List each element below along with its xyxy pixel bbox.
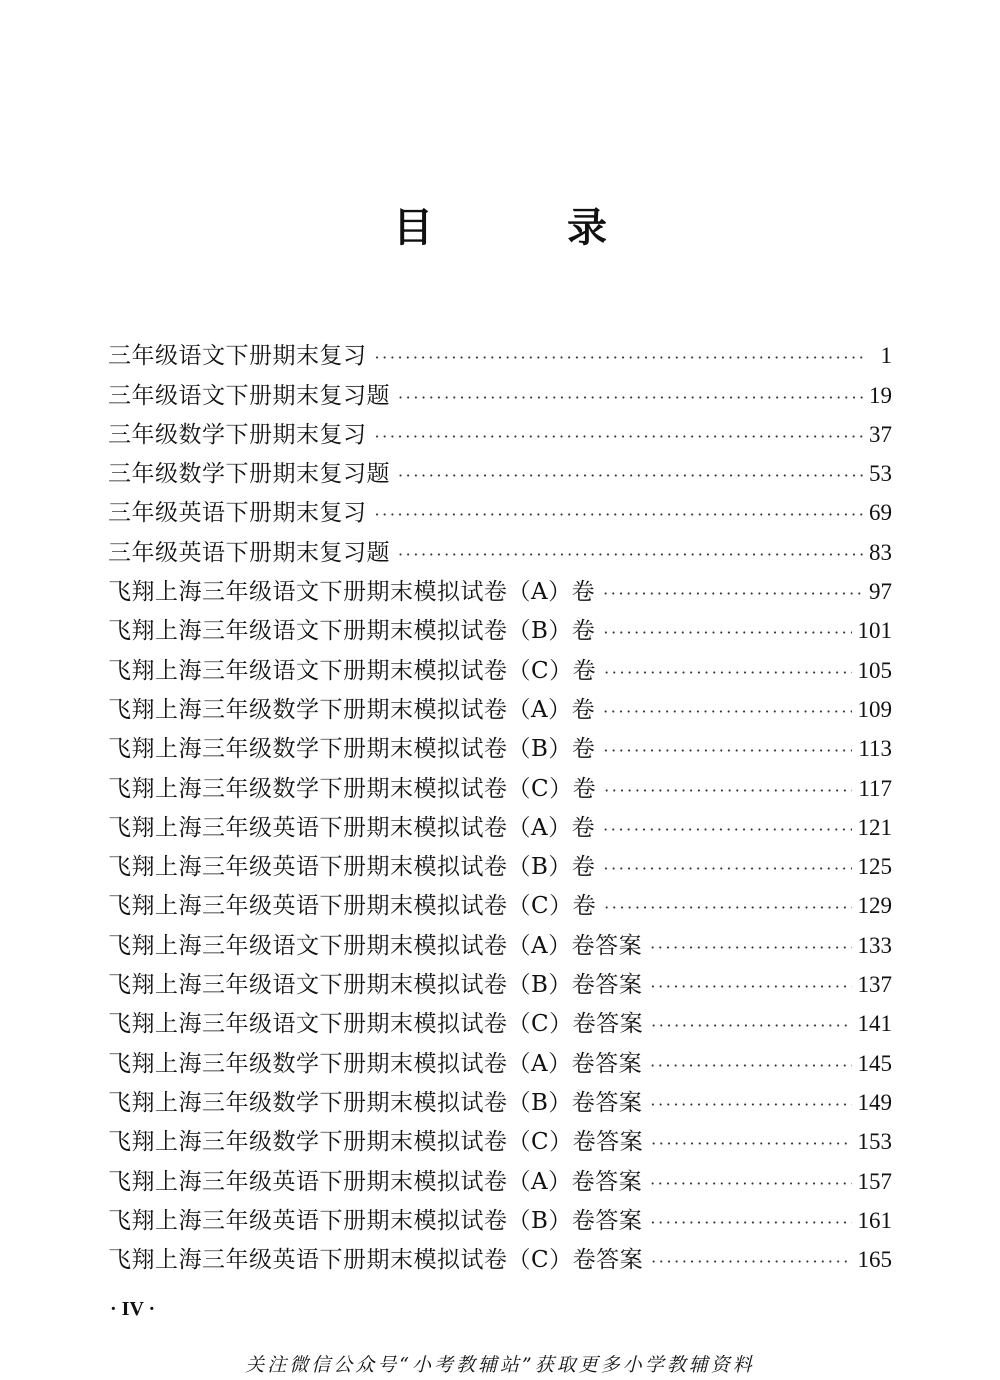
toc-entry-title: 飞翔上海三年级英语下册期末模拟试卷（C）卷答案 bbox=[108, 1247, 644, 1274]
toc-entry-title: 飞翔上海三年级数学下册期末模拟试卷（C）卷 bbox=[108, 775, 597, 802]
toc-entry-page: 137 bbox=[857, 972, 892, 998]
toc-entry[interactable] bbox=[108, 646, 892, 685]
dot-leader bbox=[650, 1210, 851, 1236]
dot-leader bbox=[603, 738, 852, 764]
dot-leader bbox=[650, 1092, 851, 1118]
dot-leader bbox=[650, 1053, 851, 1079]
toc-entry[interactable] bbox=[108, 607, 892, 646]
toc-entry[interactable] bbox=[108, 961, 892, 1000]
dot-leader bbox=[604, 895, 851, 921]
toc-entry[interactable] bbox=[108, 489, 892, 528]
dot-leader bbox=[375, 424, 864, 450]
toc-entry[interactable] bbox=[108, 764, 892, 803]
toc-entry-page: 1 bbox=[880, 343, 892, 369]
toc-entry-page: 105 bbox=[857, 657, 892, 683]
page-title: 目 录 bbox=[393, 205, 667, 251]
toc-entry[interactable] bbox=[108, 1039, 892, 1078]
dot-leader bbox=[603, 581, 863, 607]
toc-entry-title: 飞翔上海三年级数学下册期末模拟试卷（B）卷 bbox=[108, 736, 596, 763]
toc-entry-title: 飞翔上海三年级语文下册期末模拟试卷（C）卷 bbox=[108, 657, 597, 684]
toc-entry-page: 133 bbox=[857, 932, 892, 958]
toc-entry[interactable] bbox=[108, 1118, 892, 1157]
dot-leader bbox=[604, 778, 852, 804]
toc-entry-page: 69 bbox=[869, 500, 892, 526]
toc-entry-page: 121 bbox=[857, 814, 892, 840]
toc-entry-page: 153 bbox=[857, 1129, 892, 1155]
toc-entry-title: 飞翔上海三年级英语下册期末模拟试卷（C）卷 bbox=[108, 893, 597, 920]
dot-leader bbox=[398, 385, 863, 411]
toc-entry-page: 141 bbox=[857, 1011, 892, 1037]
toc-entry-page: 129 bbox=[857, 893, 892, 919]
toc-entry[interactable] bbox=[108, 1197, 892, 1236]
toc-entry-title: 飞翔上海三年级数学下册期末模拟试卷（A）卷答案 bbox=[108, 1050, 643, 1077]
dot-leader bbox=[651, 1013, 851, 1039]
toc-entry-title: 飞翔上海三年级英语下册期末模拟试卷（A）卷 bbox=[108, 814, 596, 841]
toc-entry[interactable] bbox=[108, 450, 892, 489]
toc-entry[interactable] bbox=[108, 1157, 892, 1196]
toc-entry-title: 飞翔上海三年级语文下册期末模拟试卷（B）卷答案 bbox=[108, 972, 643, 999]
toc-entry[interactable] bbox=[108, 332, 892, 371]
toc-entry-page: 19 bbox=[869, 382, 892, 408]
dot-leader bbox=[650, 935, 851, 961]
toc-entry-page: 149 bbox=[857, 1089, 892, 1115]
dot-leader bbox=[651, 1131, 851, 1157]
toc-entry-page: 97 bbox=[869, 579, 892, 605]
toc-entry[interactable] bbox=[108, 568, 892, 607]
toc-entry-title: 飞翔上海三年级语文下册期末模拟试卷（C）卷答案 bbox=[108, 1011, 644, 1038]
toc-entry-title: 飞翔上海三年级数学下册期末模拟试卷（B）卷答案 bbox=[108, 1089, 643, 1116]
dot-leader bbox=[603, 699, 851, 725]
toc-entry-title: 三年级数学下册期末复习题 bbox=[108, 461, 390, 488]
dot-leader bbox=[651, 1249, 851, 1275]
toc-entry-title: 飞翔上海三年级语文下册期末模拟试卷（A）卷答案 bbox=[108, 932, 643, 959]
toc-entry-page: 109 bbox=[857, 696, 892, 722]
toc-entry[interactable] bbox=[108, 1079, 892, 1118]
toc-entry-title: 飞翔上海三年级英语下册期末模拟试卷（A）卷答案 bbox=[108, 1168, 643, 1195]
toc-entry[interactable] bbox=[108, 804, 892, 843]
toc-entry-page: 117 bbox=[858, 775, 892, 801]
dot-leader bbox=[398, 542, 863, 568]
toc-entry-title: 三年级语文下册期末复习题 bbox=[108, 382, 390, 409]
dot-leader bbox=[398, 463, 863, 489]
toc-entry-title: 飞翔上海三年级语文下册期末模拟试卷（A）卷 bbox=[108, 579, 596, 606]
toc-entry-page: 165 bbox=[857, 1247, 892, 1273]
toc-entry[interactable] bbox=[108, 528, 892, 567]
toc-entry[interactable] bbox=[108, 686, 892, 725]
dot-leader bbox=[375, 345, 865, 371]
toc-entry-page: 53 bbox=[869, 461, 892, 487]
toc-entry[interactable] bbox=[108, 371, 892, 410]
toc-entry-title: 三年级语文下册期末复习 bbox=[108, 343, 367, 370]
toc-entry-title: 飞翔上海三年级英语下册期末模拟试卷（B）卷答案 bbox=[108, 1207, 643, 1234]
dot-leader bbox=[650, 1171, 851, 1197]
toc-entry[interactable] bbox=[108, 1236, 892, 1275]
toc-entry-page: 37 bbox=[869, 421, 892, 447]
toc-entry[interactable] bbox=[108, 411, 892, 450]
toc-entry-title: 三年级数学下册期末复习 bbox=[108, 421, 367, 448]
dot-leader bbox=[603, 817, 851, 843]
toc-entry-page: 125 bbox=[857, 854, 892, 880]
dot-leader bbox=[650, 974, 851, 1000]
dot-leader bbox=[375, 502, 864, 528]
toc-entry-page: 157 bbox=[857, 1168, 892, 1194]
toc-entry-title: 三年级英语下册期末复习题 bbox=[108, 539, 390, 566]
toc-entry-page: 161 bbox=[857, 1207, 892, 1233]
toc-entry[interactable] bbox=[108, 1000, 892, 1039]
dot-leader bbox=[603, 620, 851, 646]
toc-entry[interactable] bbox=[108, 882, 892, 921]
toc-entry[interactable] bbox=[108, 843, 892, 882]
toc-entry[interactable] bbox=[108, 725, 892, 764]
toc-entry-title: 飞翔上海三年级数学下册期末模拟试卷（C）卷答案 bbox=[108, 1129, 644, 1156]
toc-entry-page: 83 bbox=[869, 539, 892, 565]
toc-entry-page: 145 bbox=[857, 1050, 892, 1076]
toc-entry-title: 三年级英语下册期末复习 bbox=[108, 500, 367, 527]
dot-leader bbox=[604, 660, 851, 686]
toc-entry-title: 飞翔上海三年级英语下册期末模拟试卷（B）卷 bbox=[108, 854, 596, 881]
toc-entry[interactable] bbox=[108, 921, 892, 960]
toc-entry-title: 飞翔上海三年级数学下册期末模拟试卷（A）卷 bbox=[108, 696, 596, 723]
footer-note: 关注微信公众号“小考教辅站”获取更多小学教辅资料 bbox=[245, 1354, 755, 1376]
toc-entry-page: 101 bbox=[857, 618, 892, 644]
table-of-contents bbox=[108, 332, 892, 1275]
page-number: · IV · bbox=[110, 1298, 156, 1320]
toc-entry-page: 113 bbox=[858, 736, 892, 762]
toc-entry-title: 飞翔上海三年级语文下册期末模拟试卷（B）卷 bbox=[108, 618, 596, 645]
dot-leader bbox=[603, 856, 851, 882]
